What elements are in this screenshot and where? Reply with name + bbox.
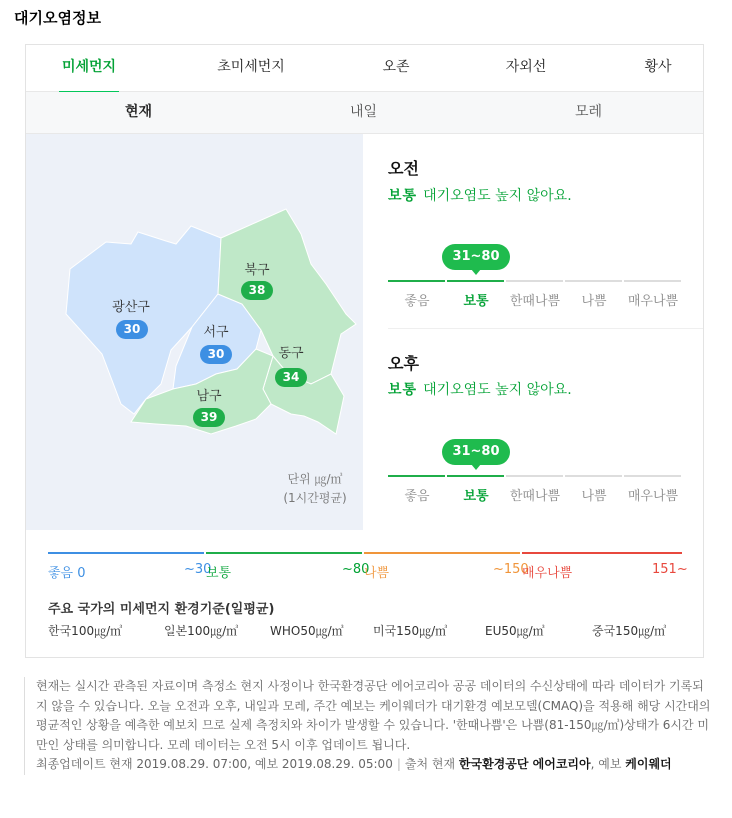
air-quality-card <box>25 44 704 658</box>
forecast-am-period: 오전 <box>388 159 419 178</box>
unit-text: 단위 ㎍/㎥ <box>287 472 343 486</box>
legend-bad-start: 나쁨 <box>364 566 390 581</box>
legend-normal-start: 보통 <box>206 566 232 581</box>
forecast-divider <box>388 328 703 329</box>
standards-row <box>48 622 682 642</box>
legend-bar-very-bad <box>522 552 682 554</box>
forecast-am-status <box>388 185 572 205</box>
standard-china: 중국150㎍/㎥ <box>592 624 667 638</box>
subtab-day-after[interactable]: 모레 <box>574 104 603 120</box>
scale-seg <box>506 475 563 477</box>
forecast-pm-range-bubble: 31~80 <box>442 439 510 465</box>
scale-label-good: 좋음 <box>404 489 430 504</box>
scale-label-bad: 나쁨 <box>581 489 607 504</box>
tab-uv[interactable]: 자외선 <box>505 59 547 75</box>
forecast-am-status-desc: 대기오염도 높지 않아요. <box>423 188 572 204</box>
region-value-nam: 39 <box>193 408 225 427</box>
notice-footer <box>36 755 714 775</box>
forecast-pm-status-desc: 대기오염도 높지 않아요. <box>423 382 572 398</box>
pollutant-tabs <box>26 45 703 92</box>
legend-normal-end: ~80 <box>342 562 370 577</box>
region-value-gwangsan: 30 <box>116 320 148 339</box>
subtab-tomorrow[interactable]: 내일 <box>349 104 378 120</box>
scale-seg <box>565 280 622 282</box>
scale-seg <box>624 475 681 477</box>
legend-very-bad-end: 151~ <box>652 562 688 577</box>
region-name-dong: 동구 <box>278 346 304 361</box>
pm-legend <box>48 552 688 592</box>
legend-good-end: ~30 <box>184 562 212 577</box>
scale-label-very-bad: 매우나쁨 <box>627 489 679 504</box>
unit-label <box>275 470 355 508</box>
scale-seg <box>624 280 681 282</box>
tab-ozone[interactable]: 오존 <box>382 59 410 75</box>
standards-title: 주요 국가의 미세먼지 환경기준(일평균) <box>48 602 275 617</box>
notice-source-prefix: 출처 현재 <box>404 757 456 771</box>
tab-pm25[interactable]: 초미세먼지 <box>217 59 285 75</box>
scale-seg <box>506 280 563 282</box>
notice-separator: | <box>396 757 401 771</box>
scale-seg <box>447 475 504 477</box>
standard-usa: 미국150㎍/㎥ <box>373 624 448 638</box>
region-name-seo: 서구 <box>203 325 229 340</box>
unit-note: (1시간평균) <box>283 491 347 505</box>
region-name-gwangsan: 광산구 <box>112 300 150 315</box>
scale-seg <box>388 280 445 282</box>
scale-seg <box>447 280 504 282</box>
standard-japan: 일본100㎍/㎥ <box>164 624 239 638</box>
scale-seg <box>565 475 622 477</box>
notice-source-mid: , 예보 <box>590 757 622 771</box>
region-value-seo: 30 <box>200 345 232 364</box>
scale-label-temp-bad: 한때나쁨 <box>509 294 561 309</box>
notice-body: 현재는 실시간 관측된 자료이며 측정소 현지 사정이나 한국환경공단 에어코리아 공공 데이터의 수신상태에 따라 데이터가 기록되지 않을 수 있습니다. 오늘 오전과 오후, 내일과 모레, 주간 예보는 케이웨더가 대기환경 예보모델(CMAQ)을 적용해 해당 시간대의 평균적인 상황을 예측한 예보치 므로 실제 측정치와 차이가 발생할 수 있습니다. '한때나쁨'은 나쁨(81-150㎍/㎥)상태가 6시간 미만인 상태를 의미합니다. 모레 데이터는 오전 5시 이후 업데이트 됩니다. <box>36 679 711 752</box>
region-value-buk: 38 <box>241 281 273 300</box>
standard-who: WHO50㎍/㎥ <box>270 624 344 638</box>
scale-label-normal: 보통 <box>463 489 489 504</box>
legend-bar-bad <box>364 552 520 554</box>
legend-good-start: 좋음 0 <box>48 566 86 581</box>
subtab-now[interactable]: 현재 <box>124 104 153 120</box>
legend-very-bad-start: 매우나쁨 <box>522 566 573 581</box>
legend-bad-end: ~150 <box>493 562 529 577</box>
data-notice <box>24 677 714 775</box>
region-name-buk: 북구 <box>244 263 270 278</box>
region-name-nam: 남구 <box>196 389 222 404</box>
legend-bar-good <box>48 552 204 554</box>
source-airkorea-link[interactable]: 한국환경공단 에어코리아 <box>458 757 591 771</box>
forecast-pm-status <box>388 379 572 399</box>
notice-update: 최종업데이트 현재 2019.08.29. 07:00, 예보 2019.08.29. 05:00 <box>36 757 393 771</box>
region-value-dong: 34 <box>275 368 307 387</box>
scale-label-normal: 보통 <box>463 294 489 309</box>
scale-label-bad: 나쁨 <box>581 294 607 309</box>
tab-pm10[interactable]: 미세먼지 <box>59 45 119 92</box>
legend-bar-normal <box>206 552 362 554</box>
scale-label-good: 좋음 <box>404 294 430 309</box>
time-subtabs <box>26 92 703 134</box>
page-title: 대기오염정보 <box>14 9 101 27</box>
standard-eu: EU50㎍/㎥ <box>485 624 545 638</box>
standard-korea: 한국100㎍/㎥ <box>48 624 123 638</box>
forecast-pm-status-word: 보통 <box>388 382 418 398</box>
source-kweather-link[interactable]: 케이웨더 <box>625 757 672 771</box>
scale-label-very-bad: 매우나쁨 <box>627 294 679 309</box>
scale-seg <box>388 475 445 477</box>
region-map <box>26 134 363 530</box>
forecast-am-range-bubble: 31~80 <box>442 244 510 270</box>
forecast-panel <box>363 134 703 530</box>
forecast-pm-period: 오후 <box>388 354 419 373</box>
tab-yellow-dust[interactable]: 황사 <box>644 59 672 75</box>
scale-label-temp-bad: 한때나쁨 <box>509 489 561 504</box>
forecast-am-status-word: 보통 <box>388 188 418 204</box>
